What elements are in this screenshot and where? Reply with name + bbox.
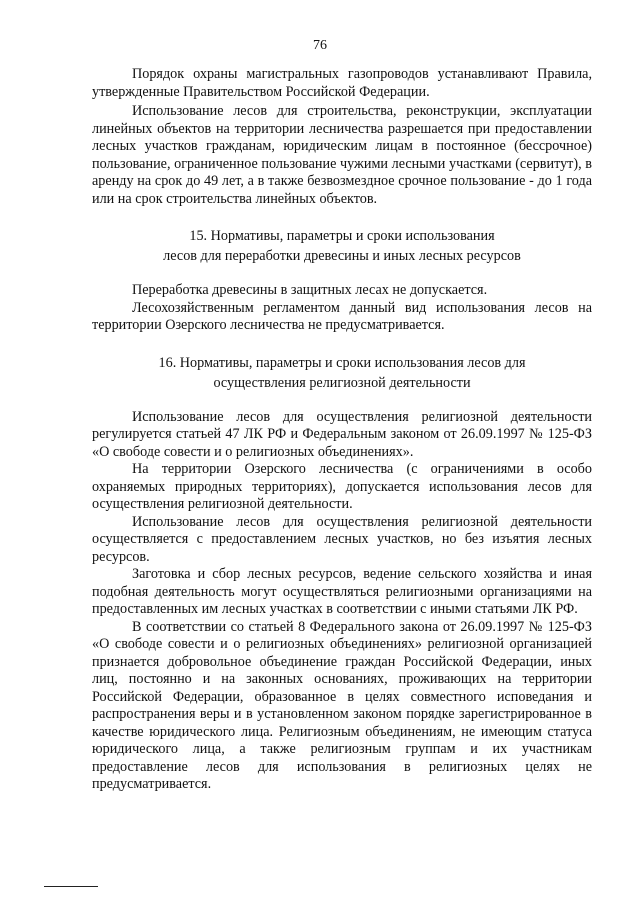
page-content <box>92 66 592 794</box>
section-heading-line: лесов для переработки древесины и иных лесных ресурсов <box>163 248 521 264</box>
paragraph: Использование лесов для осуществления религиозной деятельности осуществляется с предоставлением лесных участков, но без изъятия лесных ресурсов. <box>92 513 592 565</box>
paragraph: Переработка древесины в защитных лесах не допускается. <box>132 282 488 298</box>
page-number: 76 <box>313 38 327 53</box>
paragraph: Использование лесов для осуществления религиозной деятельности регулируется статьей 47 ЛК РФ и Федеральным законом от 26.09.1997 № 125-ФЗ «О свободе совести и о религиозных объединениях». <box>92 408 592 460</box>
section-heading-line: 15. Нормативы, параметры и сроки использования <box>189 228 495 244</box>
section-16-heading <box>92 353 592 393</box>
paragraph: Лесохозяйственным регламентом данный вид использования лесов на территории Озерского лесничества не предусматривается. <box>92 299 592 333</box>
paragraph: Использование лесов для строительства, реконструкции, эксплуатации линейных объектов на территории лесничества разрешается при предоставлении лесных участков гражданам, юридическим лицам в постоянное (бессрочное) пользование, ограниченное пользование чужими лесными участками (сервитут), в аренду на срок до 49 лет, а в также безвозмездное срочное пользование - до 1 года или на срок строительства линейных объектов. <box>92 103 592 207</box>
paragraph: На территории Озерского лесничества (с ограничениями в особо охраняемых природных территориях), допускается использования лесов для осуществления религиозной деятельности. <box>92 461 592 512</box>
section-heading-line: 16. Нормативы, параметры и сроки использования лесов для <box>158 354 526 371</box>
paragraph: Заготовка и сбор лесных ресурсов, ведение сельского хозяйства и иная подобная деятельность могут осуществляться религиозными организациями на предоставленных им лесных участках в соответствии с иными статьями ЛК РФ. <box>92 566 592 617</box>
section-15-heading <box>92 226 592 266</box>
footnote-separator-line <box>44 886 98 887</box>
section-heading-line: осуществления религиозной деятельности <box>213 374 471 391</box>
paragraph: В соответствии со статьей 8 Федерального закона от 26.09.1997 № 125-ФЗ «О свободе совести и о религиозных объединениях» религиозной организацией признается добровольное объединение граждан Российской Федерации, иных лиц, постоянно и на законных основаниях, проживающих на территории Российской Федерации, образованное в целях совместного исповедания и распространения веры и в установленном законом порядке зарегистрированное в качестве юридического лица. Религиозным объединениям, не имеющим статуса юридического лица, а также религиозным группам и их участникам предоставление лесов для использования в религиозных целях не предусматривается. <box>92 618 592 792</box>
paragraph: Порядок охраны магистральных газопроводов устанавливают Правила, утвержденные Правительством Российской Федерации. <box>92 66 592 100</box>
